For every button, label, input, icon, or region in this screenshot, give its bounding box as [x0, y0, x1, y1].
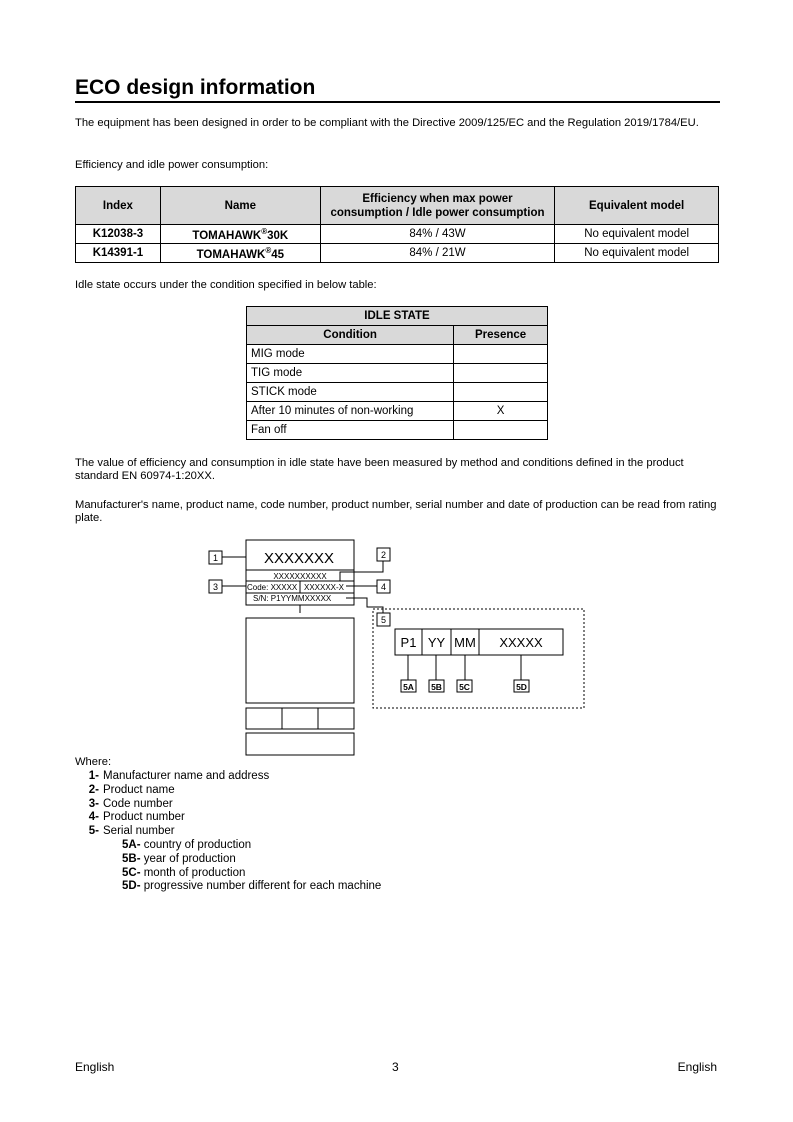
where-label: Where: — [75, 756, 112, 768]
header-equivalent: Equivalent model — [555, 187, 719, 225]
condition-cell: Fan off — [247, 421, 454, 440]
intro-paragraph: The equipment has been designed in order to be compliant with the Directive 2009/125/EC and the Regulation 2019/1784/EU. — [75, 117, 699, 129]
plate-product-name: XXXXXXX — [263, 550, 335, 567]
row-index: K12038-3 — [76, 225, 161, 244]
row-name: TOMAHAWK®30K — [160, 225, 320, 244]
efficiency-label: Efficiency and idle power consumption: — [75, 159, 269, 171]
condition-cell: TIG mode — [247, 364, 454, 383]
callout-5: 5 — [380, 615, 387, 625]
row-equivalent: No equivalent model — [555, 225, 719, 244]
plate-middle-box — [246, 618, 354, 703]
callout-2: 2 — [380, 550, 387, 560]
measurement-paragraph: The value of efficiency and consumption in idle state have been measured by method and conditions defined in the product standard EN 60974-1:20XX. — [75, 457, 684, 483]
list-item: 4- Product number — [88, 811, 185, 824]
header-condition: Condition — [247, 326, 454, 345]
page-title: ECO design information — [75, 76, 316, 99]
page-number: 3 — [392, 1060, 399, 1074]
list-item: 5D- progressive number different for each machine — [122, 880, 382, 893]
serial-part: MM — [454, 635, 476, 650]
plate-serial: S/N: P1YYMMXXXXX — [253, 594, 332, 603]
idle-table-title: IDLE STATE — [247, 307, 548, 326]
header-efficiency: Efficiency when max power consumption / Idle power consumption — [320, 187, 555, 225]
legend-list — [75, 770, 575, 894]
header-index: Index — [76, 187, 161, 225]
presence-cell: X — [454, 402, 548, 421]
list-item: 3- Code number — [88, 797, 173, 810]
serial-part: P1 — [400, 635, 417, 650]
list-item: 1- Manufacturer name and address — [88, 770, 270, 782]
plate-bottom-box — [246, 733, 354, 755]
callout-1: 1 — [212, 553, 219, 563]
list-item: 5C- month of production — [122, 866, 246, 879]
idle-intro: Idle state occurs under the condition specified in below table: — [75, 279, 377, 291]
serial-part: XXXXX — [499, 635, 543, 650]
serial-label: 5D — [516, 682, 527, 692]
list-item: 5B- year of production — [122, 852, 236, 865]
list-item: 5A- country of production — [122, 838, 252, 851]
serial-label: 5C — [459, 682, 470, 692]
serial-detail-box — [373, 609, 584, 708]
callout-4: 4 — [380, 582, 387, 592]
serial-part: YY — [427, 635, 446, 650]
serial-label: 5B — [431, 682, 442, 692]
row-index: K14391-1 — [76, 244, 161, 263]
plate-product-number: XXXXXX-X — [304, 583, 345, 592]
row-efficiency: 84% / 43W — [320, 225, 555, 244]
condition-cell: After 10 minutes of non-working — [247, 402, 454, 421]
row-efficiency: 84% / 21W — [320, 244, 555, 263]
condition-cell: MIG mode — [247, 345, 454, 364]
footer-language-left: English — [75, 1060, 115, 1074]
footer-language-right: English — [677, 1060, 717, 1074]
plate-code: Code: XXXXX — [247, 583, 298, 592]
serial-label: 5A — [403, 682, 414, 692]
condition-cell: STICK mode — [247, 383, 454, 402]
callout-3: 3 — [212, 582, 219, 592]
manufacturer-paragraph: Manufacturer's name, product name, code number, product number, serial number and date of production can be read from rating plate. — [75, 499, 717, 525]
plate-line: XXXXXXXXXX — [273, 572, 327, 581]
list-item: 5- Serial number — [88, 825, 175, 838]
header-name: Name — [160, 187, 320, 225]
header-presence: Presence — [454, 326, 548, 345]
row-name: TOMAHAWK®45 — [160, 244, 320, 263]
row-equivalent: No equivalent model — [555, 244, 719, 263]
list-item: 2- Product name — [88, 783, 175, 796]
plate-cells-box — [246, 708, 354, 729]
